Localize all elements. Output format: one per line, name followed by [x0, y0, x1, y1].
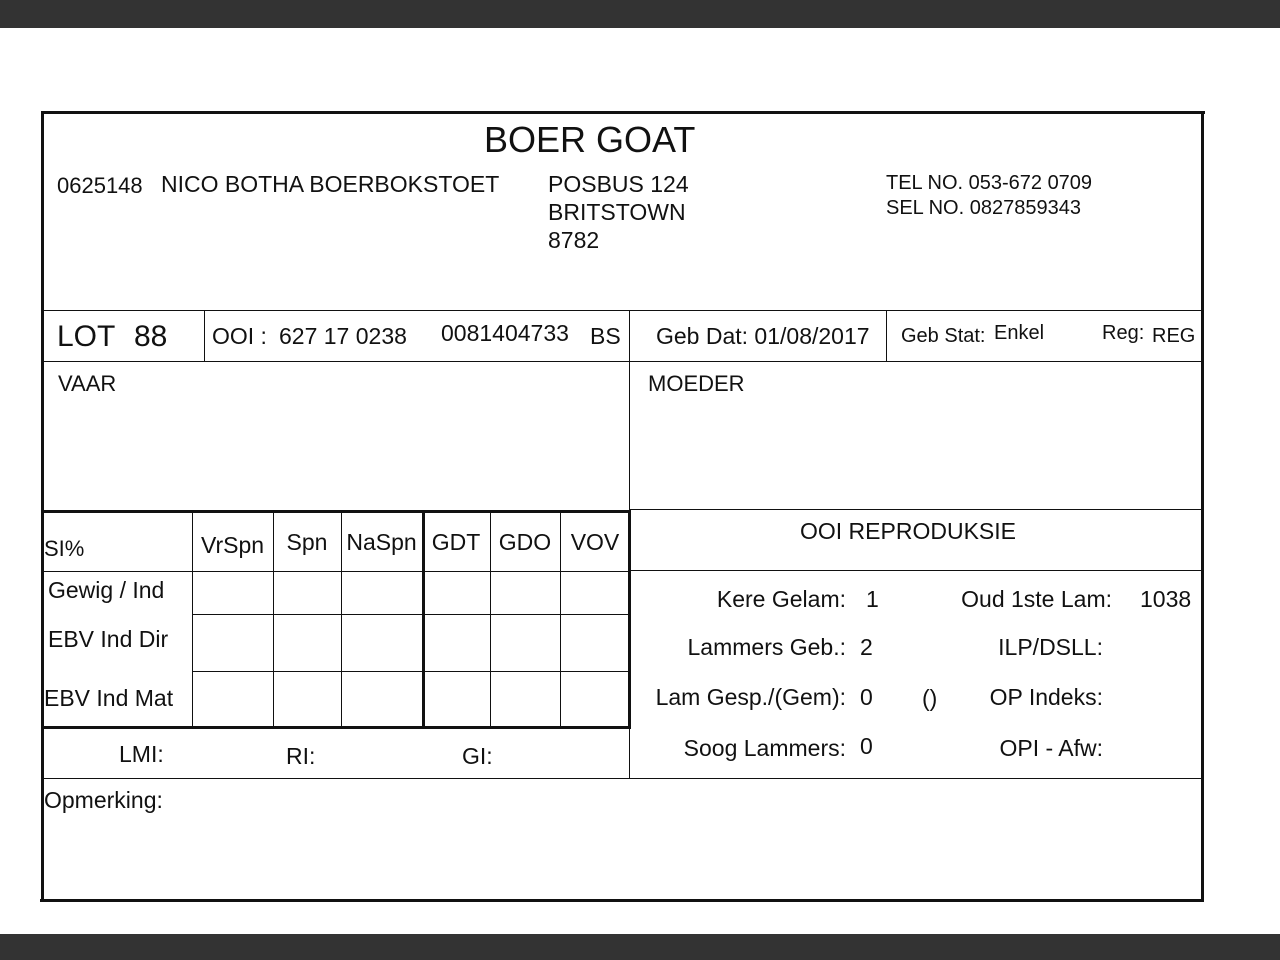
- col-gdo: GDO: [498, 529, 552, 555]
- oud-1ste-lam-value: 1038: [1140, 586, 1192, 612]
- registration-number: 0081404733: [441, 320, 569, 346]
- dam-label: MOEDER: [648, 371, 745, 396]
- rule-remarks: [44, 778, 1201, 779]
- top-bezel: [0, 0, 1280, 28]
- card-title: BOER GOAT: [484, 119, 696, 160]
- soog-lammers-label: Soog Lammers:: [683, 735, 846, 761]
- op-indeks-label: OP Indeks:: [989, 684, 1103, 710]
- frame-top: [41, 111, 1205, 114]
- reg-label: Reg:: [1102, 322, 1145, 344]
- reproduction-title: OOI REPRODUKSIE: [800, 518, 1016, 544]
- si-top: [44, 510, 630, 513]
- rule-lot-c: [886, 310, 887, 361]
- bs-code: BS: [590, 323, 621, 349]
- breeder-number: 0625148: [57, 173, 143, 198]
- rule-lot-b: [629, 310, 630, 361]
- birth-status-label: Geb Stat:: [901, 325, 986, 347]
- kere-gelam-value: 1: [866, 586, 879, 612]
- soog-lammers-value: 0: [860, 733, 873, 759]
- address-line-2: BRITSTOWN: [548, 199, 686, 225]
- breeder-name: NICO BOTHA BOERBOKSTOET: [161, 171, 500, 197]
- birth-status-value: Enkel: [994, 322, 1045, 344]
- lot-number: 88: [134, 320, 168, 353]
- si-bottom: [44, 726, 630, 729]
- frame-right: [1201, 111, 1204, 902]
- frame-left: [41, 111, 44, 902]
- lammers-geb-label: Lammers Geb.:: [687, 634, 846, 660]
- address-line-1: POSBUS 124: [548, 171, 689, 197]
- row-ebv-ind-dir: EBV Ind Dir: [48, 626, 169, 652]
- si-row-3: [192, 671, 629, 672]
- col-vov: VOV: [570, 529, 620, 555]
- ooi-label: OOI :: [212, 323, 267, 349]
- oud-1ste-lam-label: Oud 1ste Lam:: [961, 586, 1112, 612]
- frame-bottom: [40, 899, 1202, 902]
- cell-number: SEL NO. 0827859343: [886, 197, 1081, 219]
- address-line-3: 8782: [548, 227, 600, 253]
- row-gewig-ind: Gewig / Ind: [48, 577, 165, 603]
- kere-gelam-label: Kere Gelam:: [716, 586, 846, 612]
- si-row-2: [192, 614, 629, 615]
- sire-label: VAAR: [58, 371, 117, 396]
- remarks-label: Opmerking:: [44, 787, 163, 813]
- col-naspn: NaSpn: [346, 529, 417, 555]
- rule-lot-a: [204, 310, 205, 361]
- row-ebv-ind-mat: EBV Ind Mat: [44, 685, 174, 711]
- ri-label: RI:: [286, 743, 316, 769]
- gi-label: GI:: [462, 743, 493, 769]
- lmi-label: LMI:: [119, 741, 164, 767]
- reg-value: REG: [1152, 325, 1196, 347]
- col-gdt: GDT: [431, 529, 481, 555]
- rule-header: [44, 310, 1201, 311]
- col-vrspn: VrSpn: [200, 532, 265, 558]
- bottom-bezel: [0, 934, 1280, 960]
- lam-gesp-label: Lam Gesp./(Gem):: [655, 684, 846, 710]
- rule-repro-title: [630, 570, 1201, 571]
- lammers-geb-value: 2: [860, 634, 873, 660]
- lam-gesp-extra: (): [922, 685, 938, 711]
- rule-moeder: [630, 509, 1201, 510]
- rule-lot: [44, 361, 1201, 362]
- col-spn: Spn: [286, 529, 328, 555]
- ooi-value: 627 17 0238: [279, 323, 407, 349]
- lot-label: LOT: [57, 320, 116, 353]
- si-corner: SI%: [44, 536, 85, 561]
- tel-number: TEL NO. 053-672 0709: [886, 172, 1093, 194]
- opi-afw-label: OPI - Afw:: [999, 735, 1103, 761]
- si-row-1: [44, 571, 629, 572]
- birth-date: Geb Dat: 01/08/2017: [656, 323, 870, 349]
- lam-gesp-value: 0: [860, 684, 873, 710]
- ilp-dsll-label: ILP/DSLL:: [998, 634, 1103, 660]
